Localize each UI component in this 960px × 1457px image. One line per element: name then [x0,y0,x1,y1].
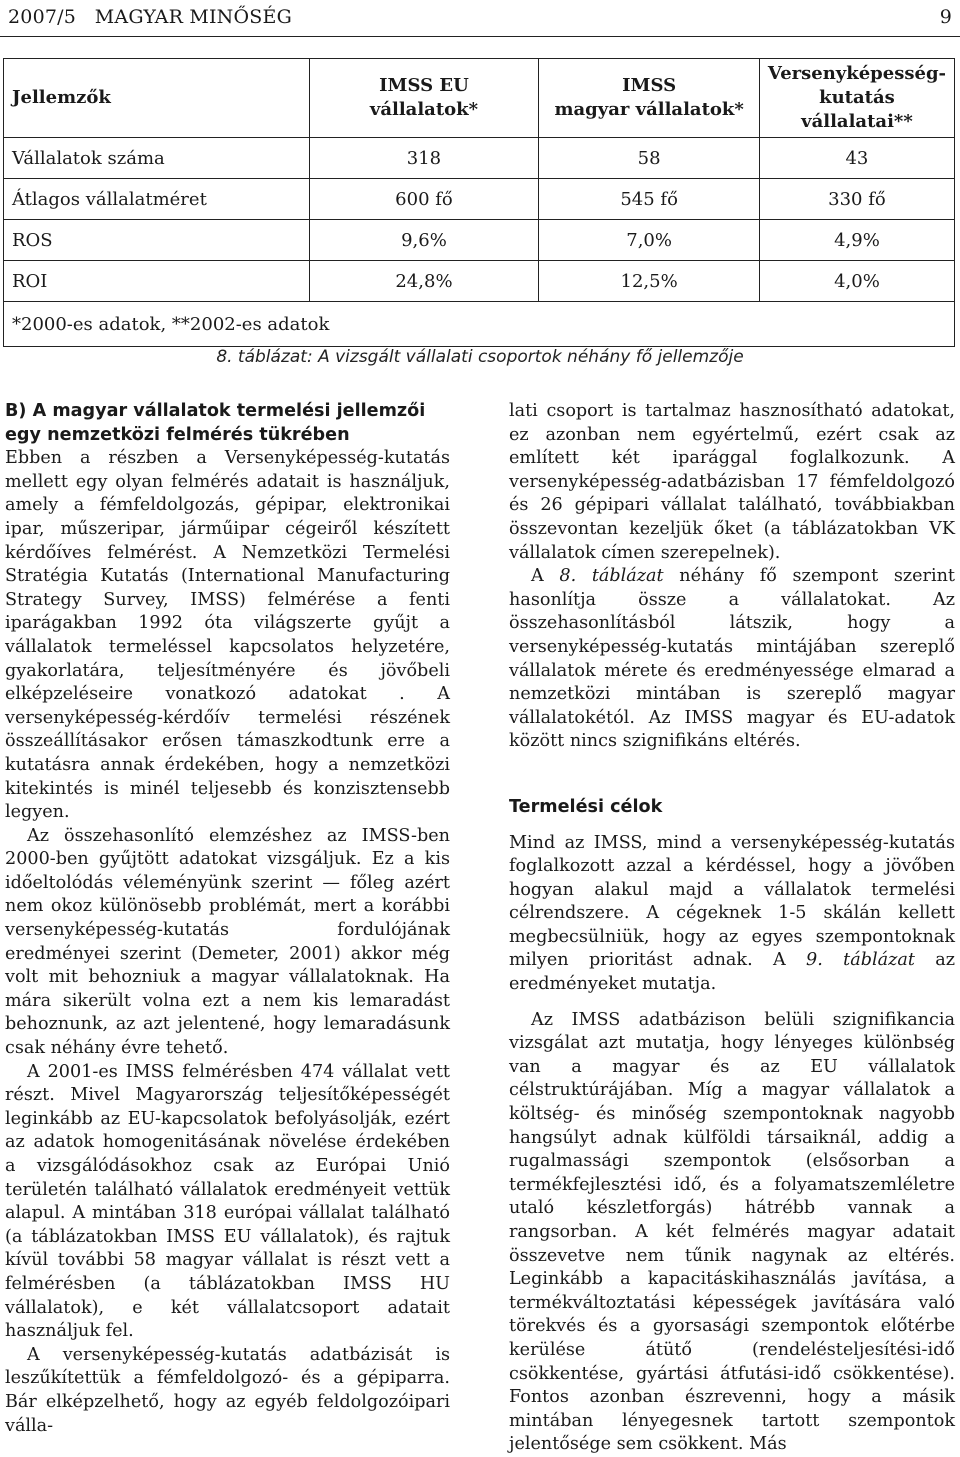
paragraph: A 2001-es IMSS felmérésben 474 vállalat vett részt. Mivel Magyarország teljesítőképességét leginkább az EU-kapcsolatok befolyásolják, ezért az adatok homogenitásának növelése érdekében a vizsgálódásokhoz csak az Európai Unió területén található vállalatok eredményeit vettük alapul. A mintában 318 európai vállalat található (a táblázatokban IMSS EU vállalatok), és rajtuk kívül további 58 magyar vállalat is részt vett a felmérésben (a táblázatokban IMSS HU vállalatok), e két vállalatcsoport adatait használjuk fel. [5,1061,450,1342]
section-heading: Termelési célok [509,796,663,817]
table-note-row [4,302,955,347]
header-cell: IMSS EU vállalatok* [309,59,539,138]
table-cell: 318 [309,138,539,179]
table-reference: 8. táblázat [559,566,664,587]
paragraph [509,832,955,997]
table-cell: 9,6% [309,220,539,261]
page-number: 9 [939,6,952,28]
text-run: az eredményeket mutatja. [509,950,955,995]
header-cell: Jellemzők [4,59,310,138]
paragraph: Ebben a részben a Versenyképesség-kutatás mellett egy olyan felmérés adatait is használjuk, amely a fémfeldolgozás, gépipar, elektronikai ipar, műszeripar, járműipar cégeiről készített kérdőíves felmérést. A Nemzetközi Termelési Stratégia Kutatás (International Manufacturing Strategy Survey, IMSS) felmérése a fenti iparágakban 1992 óta világszerte gyűjt a vállalatok termeléssel kapcsolatos helyzetére, gyakorlatára, teljesítményére és jövőbeli elképzeléseire vonatkozó adatokat . A versenyképesség-kérdőív termelési részének összeállításakor erősen támaszkodtunk erre a kutatásra annak érdekében, hogy a nemzetközi kitekintés is minél teljesebb és konzisztensebb legyen. [5,448,450,823]
table-cell: 4,9% [759,220,954,261]
table-row [4,138,955,179]
table-reference: 9. táblázat [806,950,915,971]
journal-title: 2007/5 MAGYAR MINŐSÉG [8,6,292,28]
comparison-table [3,58,955,347]
table-cell: 58 [539,138,760,179]
table-row [4,179,955,220]
table-cell: 4,0% [759,261,954,302]
table-cell: 7,0% [539,220,760,261]
header-cell: Versenyképesség-kutatás vállalatai** [759,59,954,138]
table-cell: 43 [759,138,954,179]
header-rule [0,36,960,37]
paragraph [509,565,955,754]
paragraph: A versenyképesség-kutatás adatbázisát is leszűkítettük a fémfeldolgozó- és a gépiparra. Bár elképzelhető, hogy az egyéb feldolgozóipari válla- [5,1344,450,1436]
table-cell: 24,8% [309,261,539,302]
text-run: A [531,566,560,587]
right-column [509,400,955,1457]
row-label: Vállalatok száma [4,138,310,179]
paragraph: lati csoport is tartalmaz hasznosítható adatokat, ez azonban nem egyértelmű, ezért csak az említett két iparággal foglalkozunk. A versenyképesség-adatbázisban 17 fémfeldolgozó és 26 gépipari vállalat található, továbbiakban összevontan kezeljük őket (a táblázatokban VK vállalatok címen szerepelnek). [509,401,955,563]
paragraph: Az összehasonlító elemzéshez az IMSS-ben 2000-ben gyűjtött adatokat vizsgáljuk. Ez a kis időeltolódás véleményünk szerint — főleg azért nem okoz különösebb problémát, mert a korábbi versenyképesség-kutatás fordulójának eredményei szerint (Demeter, 2001) akkor még volt mit behozniuk a magyar vállalatoknak. Ha mára sikerült volna ezt a nem kis lemaradást behoznunk, az azt jelentené, hogy lemaradásunk csak néhány évre tehető. [5,825,450,1059]
table-cell: 330 fő [759,179,954,220]
left-column [5,400,450,1438]
row-label: ROS [4,220,310,261]
page-header [0,0,960,36]
table-header-row [4,59,955,138]
table-cell: 545 fő [539,179,760,220]
table-row [4,261,955,302]
text-run: Mind az IMSS, mind a versenyképesség-kutatás foglalkozott azzal a kérdéssel, hogy a jövőben hogyan alakul majd a vállalatok termelési célrendszere. A cégeknek 1-5 skálán kellett megbecsülniük, hogy az egyes szempontoknak milyen prioritást adnak. A [509,832,955,971]
row-label: Átlagos vállalatméret [4,179,310,220]
table-cell: 600 fő [309,179,539,220]
table-caption: 8. táblázat: A vizsgált vállalati csoportok néhány fő jellemzője [216,347,744,367]
table-row [4,220,955,261]
paragraph: Az IMSS adatbázison belüli szignifikancia vizsgálat azt mutatja, hogy lényeges különbség van a magyar és az EU vállalatok célstruktúrájában. Míg a magyar vállalatok a költség- és minőség szempontoknak nagyobb hangsúlyt adnak külföldi társaiknál, addig a rugalmassági szempontok (elsősorban a termékfejlesztési idő, és a folyamatszemléletre utaló készletforgás) hátrébb vannak a rangsorban. A két felmérés magyar adatait összevetve nem tűnik nagynak az eltérés. Leginkább a kapacitáskihasználás javítása, a termékváltoztatási képességek javítására való törekvés és a gyorsasági szempontok előtérbe kerülése átütő (rendelésteljesítési-idő csökkentése, gyártási átfutási-idő csökkentése). Fontos azonban észrevenni, hogy a másik mintában lényegesnek tartott szempontok jelentősége sem csökkent. Más [509,1009,955,1455]
header-cell: IMSS magyar vállalatok* [539,59,760,138]
section-heading: B) A magyar vállalatok termelési jellemzői egy nemzetközi felmérés tükrében [5,401,426,445]
table-footnote: *2000-es adatok, **2002-es adatok [4,302,955,347]
row-label: ROI [4,261,310,302]
table-cell: 12,5% [539,261,760,302]
text-run: néhány fő szempont szerint hasonlítja össze a vállalatokat. Az összehasonlításból látszik, hogy a versenyképesség-kutatás mintájában szereplő vállalatok mérete és eredményessége elmarad a nemzetközi mintában is szereplő magyar vállalatokétól. Az IMSS magyar és EU-adatok között nincs szignifikáns eltérés. [509,566,955,752]
